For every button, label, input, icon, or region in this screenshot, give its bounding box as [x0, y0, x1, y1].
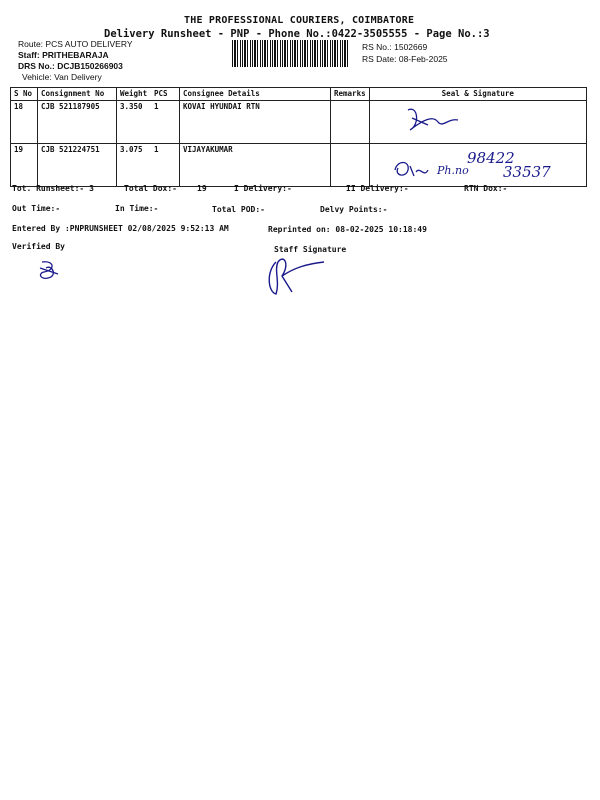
handwritten-scribble-icon	[392, 158, 437, 180]
col-pcs: PCS	[151, 88, 180, 101]
handwritten-signature-icon	[398, 100, 468, 140]
staff-text: Staff: PRITHEBARAJA	[18, 50, 109, 60]
cell-consignment: CJB 521224751	[38, 144, 117, 187]
rtn-dox: RTN Dox:-	[464, 184, 508, 193]
cell-sno: 18	[11, 101, 38, 144]
cell-weight: 3.075	[117, 144, 152, 187]
entered-by: Entered By :PNPRUNSHEET 02/08/2025 9:52:13 AM	[12, 224, 229, 233]
runsheet-table	[10, 87, 587, 187]
handwritten-phone-line2: 33537	[503, 163, 551, 181]
barcode	[232, 40, 350, 67]
rs-date-text: RS Date: 08-Feb-2025	[362, 54, 448, 64]
table-header-row	[11, 88, 587, 101]
staff-signature-icon	[262, 252, 332, 298]
route-text: Route: PCS AUTO DELIVERY	[18, 39, 133, 49]
verified-signature-icon	[36, 258, 62, 282]
delvy-points: Delvy Points:-	[320, 205, 388, 214]
handwritten-phone-prefix: Ph.no	[437, 164, 469, 177]
cell-remarks	[331, 144, 370, 187]
tot-runsheet: Tot. Runsheet:- 3	[12, 184, 94, 193]
handwritten-phone-line1: 98422	[467, 149, 515, 167]
col-consignment: Consignment No	[38, 88, 117, 101]
staff-signature-label: Staff Signature	[274, 245, 347, 254]
vehicle-text: Vehicle: Van Delivery	[22, 72, 102, 82]
cell-remarks	[331, 101, 370, 144]
runsheet-title: Delivery Runsheet - PNP - Phone No.:0422-3505555 - Page No.:3	[104, 28, 490, 40]
table-row	[11, 101, 587, 144]
col-weight: Weight	[117, 88, 152, 101]
total-dox-value: 19	[197, 184, 207, 193]
cell-consignment: CJB 521187905	[38, 101, 117, 144]
col-consignee: Consignee Details	[180, 88, 331, 101]
out-time: Out Time:-	[12, 204, 61, 213]
cell-weight: 3.350	[117, 101, 152, 144]
col-seal: Seal & Signature	[369, 88, 586, 101]
i-delivery: I Delivery:-	[234, 184, 292, 193]
verified-by: Verified By	[12, 242, 65, 251]
drs-text: DRS No.: DCJB150266903	[18, 61, 123, 71]
ii-delivery: II Delivery:-	[346, 184, 409, 193]
in-time: In Time:-	[115, 204, 159, 213]
cell-pcs: 1	[151, 144, 180, 187]
reprinted-on: Reprinted on: 08-02-2025 10:18:49	[268, 225, 427, 234]
rs-no-text: RS No.: 1502669	[362, 42, 428, 52]
cell-consignee: KOVAI HYUNDAI RTN	[180, 101, 331, 144]
total-dox-label: Total Dox:-	[124, 184, 177, 193]
total-pod: Total POD:-	[212, 205, 265, 214]
col-remarks: Remarks	[331, 88, 370, 101]
company-title: THE PROFESSIONAL COURIERS, COIMBATORE	[184, 15, 415, 26]
cell-pcs: 1	[151, 101, 180, 144]
cell-consignee: VIJAYAKUMAR	[180, 144, 331, 187]
col-sno: S No	[11, 88, 38, 101]
cell-sno: 19	[11, 144, 38, 187]
